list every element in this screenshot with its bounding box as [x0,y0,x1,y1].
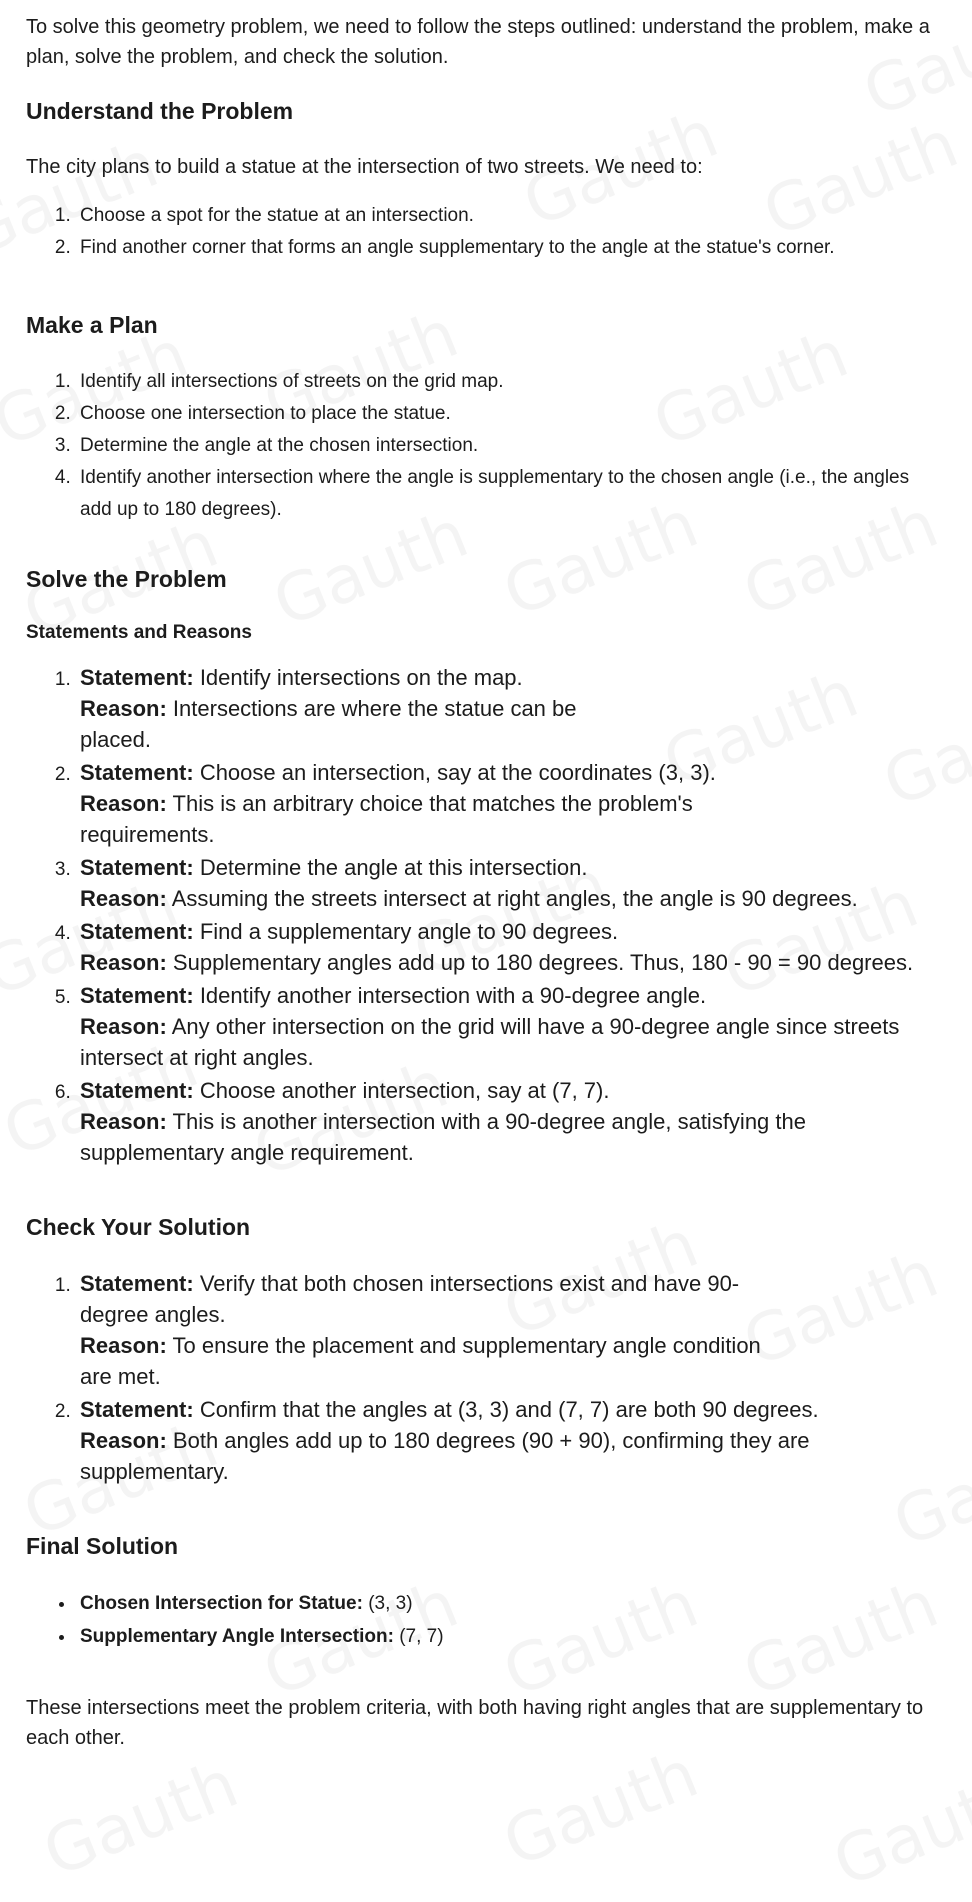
statement-text: Determine the angle at this intersection. [199,855,588,880]
reason-text: Both angles add up to 180 degrees (90 + 90), confirming they are supplementary. [80,1428,810,1484]
reason-label: Reason: [80,1109,167,1134]
statement-item [76,757,946,850]
reason-text: Assuming the streets intersect at right angles, the angle is 90 degrees. [171,886,858,911]
check-heading: Check Your Solution [26,1214,251,1240]
list-item: 4. Identify another intersection where the angle is supplementary to the chosen angle (i.e., the angles add up to 180 degrees). [76,462,946,526]
reason-label: Reason: [80,1428,167,1453]
list-item: 2. Choose one intersection to place the statue. [76,398,946,430]
statement-label: Statement: [80,1271,194,1296]
final-section [26,1531,946,1653]
statement-text: Find a supplementary angle to 90 degrees. [199,919,619,944]
statement-label: Statement: [80,1078,194,1103]
reason-label: Reason: [80,1014,167,1039]
watermark [33,1745,248,1892]
statement-text: Confirm that the angles at (3, 3) and (7, 7) are both 90 degrees. [199,1397,819,1422]
statements-reasons-heading: Statements and Reasons [26,622,252,643]
solve-section [26,564,946,1168]
statement-text: Choose another intersection, say at (7, 7). [199,1078,610,1103]
final-list [26,1587,946,1653]
statement-item [76,1394,946,1487]
reason-label: Reason: [80,791,167,816]
check-statement-list [26,1268,946,1487]
statement-label: Statement: [80,855,194,880]
statement-item [76,1268,946,1392]
final-item [76,1587,946,1620]
statement-text: Identify another intersection with a 90-degree angle. [199,983,707,1008]
final-heading: Final Solution [26,1533,179,1559]
final-item-value: (7, 7) [399,1626,444,1647]
plan-section [26,310,946,526]
intro-paragraph: To solve this geometry problem, we need to follow the steps outlined: understand the problem, make a plan, solve the problem, and check the solution. [26,16,930,68]
reason-label: Reason: [80,886,167,911]
final-item-label: Supplementary Angle Intersection: [80,1626,394,1647]
final-item-label: Chosen Intersection for Statue: [80,1593,363,1614]
watermark [823,1755,972,1902]
statement-label: Statement: [80,760,194,785]
final-item [76,1620,946,1653]
statement-item [76,916,946,978]
understand-text: The city plans to build a statue at the intersection of two streets. We need to: [26,156,703,178]
closing-paragraph: These intersections meet the problem criteria, with both having right angles that are supplementary to each other. [26,1697,924,1749]
statement-item [76,1075,946,1168]
statement-label: Statement: [80,665,194,690]
reason-text: Intersections are where the statue can be placed. [80,696,577,752]
plan-heading: Make a Plan [26,312,158,338]
understand-section [26,96,946,264]
list-item: 3. Determine the angle at the chosen intersection. [76,430,946,462]
plan-list [26,366,946,526]
check-section [26,1212,946,1487]
list-item: 1. Identify all intersections of streets on the grid map. [76,366,946,398]
reason-label: Reason: [80,1333,167,1358]
list-item: 2. Find another corner that forms an angle supplementary to the angle at the statue's corner. [76,232,946,264]
reason-label: Reason: [80,696,167,721]
list-item: 1. Choose a spot for the statue at an intersection. [76,200,946,232]
statement-item [76,852,946,914]
understand-list [26,200,946,264]
reason-text: This is another intersection with a 90-degree angle, satisfying the supplementary angle requirement. [80,1109,806,1165]
reason-label: Reason: [80,950,167,975]
statement-text: Choose an intersection, say at the coordinates (3, 3). [199,760,716,785]
reason-text: Supplementary angles add up to 180 degrees. Thus, 180 - 90 = 90 degrees. [172,950,914,975]
final-item-value: (3, 3) [368,1593,413,1614]
solve-statement-list [26,662,946,1168]
reason-text: This is an arbitrary choice that matches the problem's requirements. [80,791,693,847]
reason-text: To ensure the placement and supplementary angle condition are met. [80,1333,761,1389]
statement-label: Statement: [80,919,194,944]
statement-label: Statement: [80,1397,194,1422]
statement-text: Verify that both chosen intersections exist and have 90-degree angles. [80,1271,740,1327]
watermark [493,1735,708,1882]
statement-item [76,662,946,755]
solve-heading: Solve the Problem [26,566,227,592]
statement-text: Identify intersections on the map. [199,665,523,690]
reason-text: Any other intersection on the grid will have a 90-degree angle since streets intersect at right angles. [80,1014,900,1070]
statement-label: Statement: [80,983,194,1008]
understand-heading: Understand the Problem [26,98,294,124]
statement-item [76,980,946,1073]
